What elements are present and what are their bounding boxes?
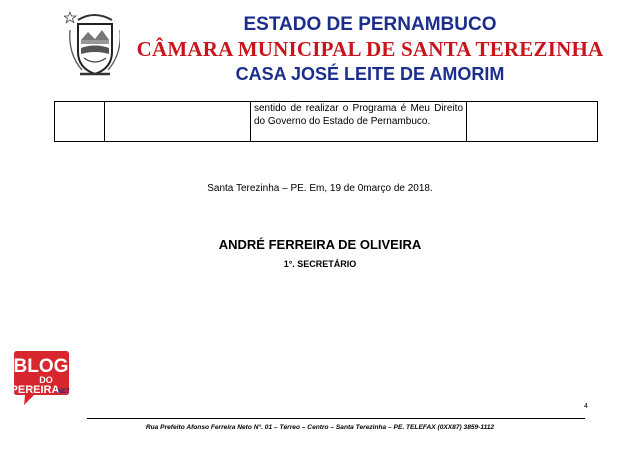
header-chamber: CÂMARA MUNICIPAL DE SANTA TEREZINHA	[136, 37, 604, 61]
header-house: CASA JOSÉ LEITE DE AMORIM	[235, 64, 505, 84]
logo-net-text: .NET	[56, 389, 70, 395]
logo-pereira-text: PEREIRA	[10, 384, 60, 396]
table-row	[55, 102, 598, 142]
municipal-crest-icon	[64, 10, 120, 80]
signer-role: 1°. SECRETÁRIO	[283, 259, 357, 269]
place-date: Santa Terezinha – PE. Em, 19 de 0março de 2018.	[207, 183, 433, 194]
footer-divider	[87, 418, 585, 419]
footer-address: Rua Prefeito Afonso Ferreira Neto N°. 01 – Térreo – Centro – Santa Terezinha – PE. TELEFAX (0XX87) 3859-1112	[145, 424, 495, 431]
table-cell-empty	[55, 102, 105, 142]
table-cell-text	[251, 102, 467, 142]
signer-name: ANDRÉ FERREIRA DE OLIVEIRA	[218, 237, 422, 252]
table-cell-empty	[467, 102, 598, 142]
logo-blog-text: BLOG	[13, 356, 69, 377]
blog-watermark-logo	[8, 350, 74, 410]
logo-do-text: DO	[39, 375, 53, 385]
table-cell-empty	[105, 102, 251, 142]
table-cell-paragraph: sentido de realizar o Programa é Meu Direito do Governo do Estado de Pernambuco.	[254, 103, 463, 127]
content-table	[54, 101, 598, 142]
page-number: 4	[584, 403, 588, 410]
header-state: ESTADO DE PERNAMBUCO	[243, 14, 497, 35]
